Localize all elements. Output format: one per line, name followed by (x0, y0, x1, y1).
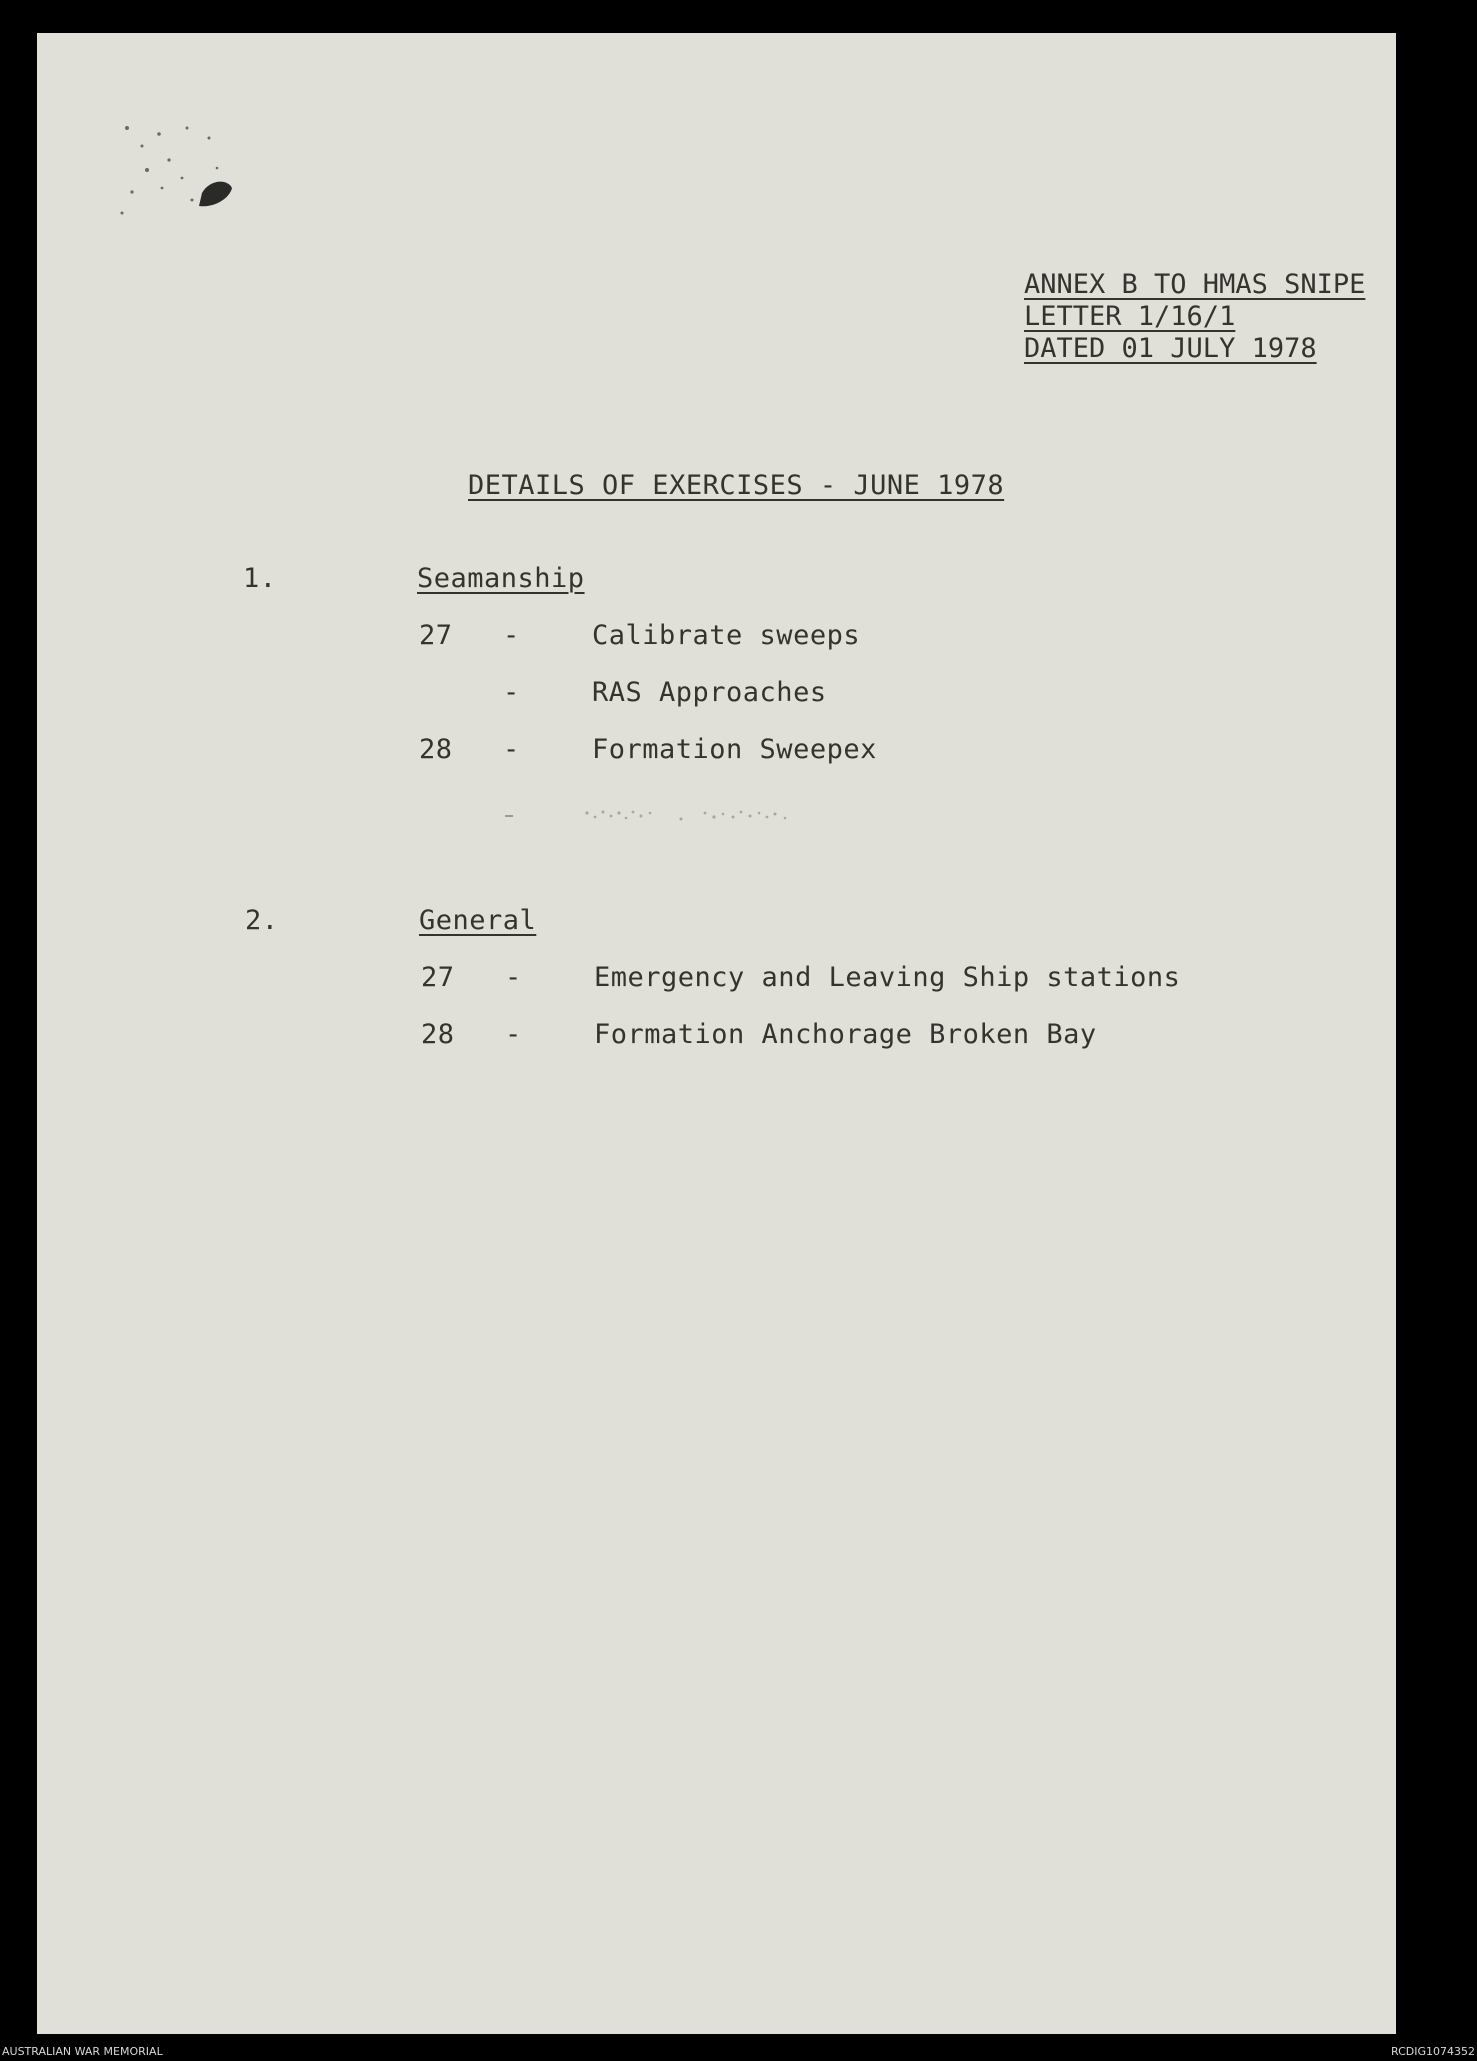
item-dash: - (505, 1019, 522, 1050)
item-text: Emergency and Leaving Ship stations (594, 962, 1181, 993)
footer-source-label: AUSTRALIAN WAR MEMORIAL (2, 2045, 163, 2058)
document-title: DETAILS OF EXERCISES - JUNE 1978 (468, 470, 1005, 501)
item-day: 27 (421, 962, 455, 993)
item-day: 27 (419, 620, 453, 651)
annex-line-1: ANNEX B TO HMAS SNIPE (1024, 269, 1366, 300)
item-dash: - (503, 620, 520, 651)
item-text: Formation Sweepex (592, 734, 877, 765)
punch-hole-marks (87, 88, 267, 238)
item-dash: - (503, 677, 520, 708)
section-number: 1. (243, 563, 277, 594)
annex-reference-block (1024, 269, 1365, 365)
item-dash: - (505, 962, 522, 993)
annex-line-3: DATED 01 JULY 1978 (1024, 333, 1317, 364)
item-text: RAS Approaches (592, 677, 827, 708)
section-heading: General (419, 905, 537, 936)
section-heading: Seamanship (417, 563, 585, 594)
item-day: 28 (419, 734, 453, 765)
section-number: 2. (245, 905, 279, 936)
document-page (37, 33, 1396, 2034)
footer-reference-id: RCDIG1074352 (1390, 2045, 1475, 2058)
item-day: 28 (421, 1019, 455, 1050)
item-text: Formation Anchorage Broken Bay (594, 1019, 1097, 1050)
item-text: Calibrate sweeps (592, 620, 861, 651)
item-dash: - (503, 734, 520, 765)
annex-line-2: LETTER 1/16/1 (1024, 301, 1236, 332)
faded-illegible-line (505, 801, 935, 831)
